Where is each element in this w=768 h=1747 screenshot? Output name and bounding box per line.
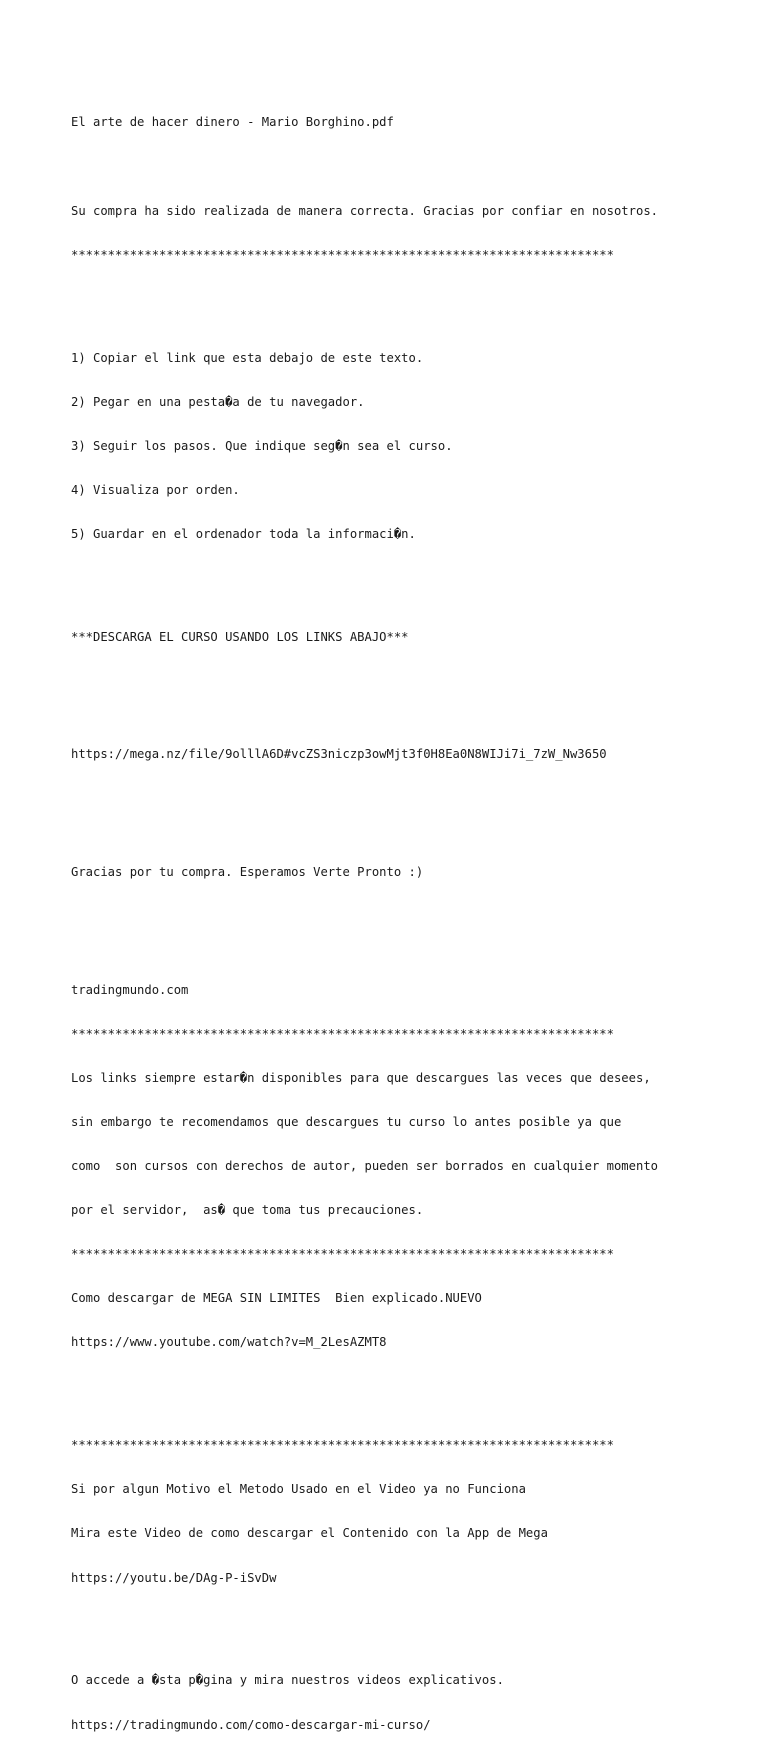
spacer [71, 292, 761, 307]
notice-line: sin embargo te recomendamos que descargues tu curso lo antes posible ya que [71, 1114, 622, 1129]
app-info-line: Si por algun Motivo el Metodo Usado en el Video ya no Funciona [71, 1482, 526, 1497]
app-info-line: Mira este Video de como descargar el Contenido con la App de Mega [71, 1526, 548, 1541]
spacer [71, 674, 761, 703]
spacer [71, 909, 761, 938]
notice-line: Los links siempre estar�n disponibles para que descargues las veces que desees, [71, 1070, 651, 1085]
spacer [71, 1379, 761, 1394]
explain-text: O accede a �sta p�gina y mira nuestros videos explicativos. [71, 1673, 504, 1688]
step-item: 4) Visualiza por orden. [71, 482, 240, 497]
separator-line: ************************************************************************** [71, 247, 614, 262]
notice-line: como son cursos con derechos de autor, pueden ser borrados en cualquier momento [71, 1159, 658, 1173]
explain-link[interactable]: https://tradingmundo.com/como-descargar-mi-curso/ [71, 1717, 431, 1732]
step-item: 3) Seguir los pasos. Que indique seg�n sea el curso. [71, 438, 453, 453]
spacer [71, 1615, 761, 1630]
notice-line: por el servidor, as� que toma tus precauciones. [71, 1203, 424, 1218]
separator-line: ************************************************************************** [71, 1438, 614, 1453]
mega-tutorial-link[interactable]: https://www.youtube.com/watch?v=M_2LesAZMT8 [71, 1335, 387, 1350]
site-name: tradingmundo.com [71, 982, 189, 997]
document-title: El arte de hacer dinero - Mario Borghino.pdf [71, 115, 394, 130]
step-item: 1) Copiar el link que esta debajo de este texto. [71, 350, 424, 365]
spacer [71, 160, 761, 175]
app-video-link[interactable]: https://youtu.be/DAg-P-iSvDw [71, 1570, 277, 1585]
spacer [71, 571, 761, 586]
separator-line: ************************************************************************** [71, 1247, 614, 1262]
confirmation-text: Su compra ha sido realizada de manera correcta. Gracias por confiar en nosotros. [71, 203, 658, 218]
spacer [71, 792, 761, 821]
document-body [71, 86, 761, 1747]
thanks-text: Gracias por tu compra. Esperamos Verte Pronto :) [71, 865, 424, 880]
step-item: 5) Guardar en el ordenador toda la informaci�n. [71, 526, 416, 541]
separator-line: ************************************************************************** [71, 1026, 614, 1041]
download-heading: ***DESCARGA EL CURSO USANDO LOS LINKS ABAJO*** [71, 629, 409, 644]
mega-tutorial-title: Como descargar de MEGA SIN LIMITES Bien explicado.NUEVO [71, 1291, 482, 1306]
step-item: 2) Pegar en una pesta�a de tu navegador. [71, 394, 365, 409]
mega-download-link[interactable]: https://mega.nz/file/9olllA6D#vcZS3niczp3owMjt3f0H8Ea0N8WIJi7i_7zW_Nw3650 [71, 747, 607, 762]
